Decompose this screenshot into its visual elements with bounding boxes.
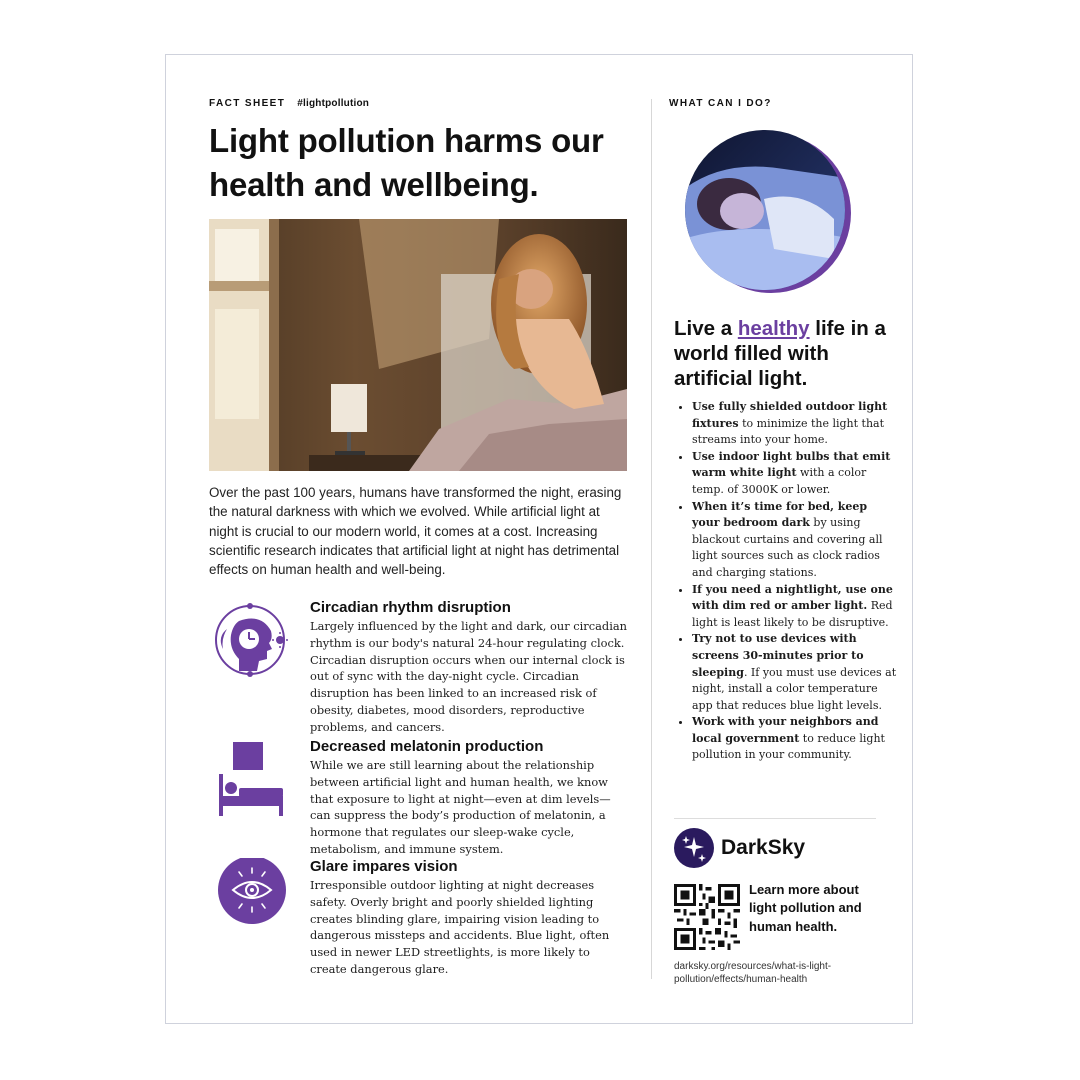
feature-title: Glare impares vision: [310, 858, 458, 875]
hero-photo: [209, 219, 627, 471]
tip-text: . If you must use devices at night, install a color temperature app that reduces blue light levels.: [692, 665, 897, 712]
page-title: Light pollution harms our health and wellbeing.: [209, 122, 604, 203]
tip-bold: When it’s time for bed, keep your bedroom dark: [692, 499, 868, 530]
tips-list: [674, 399, 898, 764]
tip-text: to minimize the light that streams into your home.: [692, 416, 885, 447]
feature-title: Circadian rhythm disruption: [310, 599, 511, 616]
heading-post: life in a world filled with artificial light.: [674, 317, 886, 390]
fact-sheet-label: FACT SHEET: [209, 98, 286, 109]
eye-glare-icon: [209, 858, 291, 940]
qr-code[interactable]: [674, 884, 740, 950]
tip-text: to reduce light pollution in your community.: [692, 731, 885, 762]
list-item: [692, 631, 898, 714]
tip-bold: Use indoor light bulbs that emit warm white light: [692, 449, 891, 480]
bed-moon-icon: [209, 738, 291, 820]
intro-paragraph: Over the past 100 years, humans have transformed the night, erasing the natural darkness with which we evolved. While artificial light at night is crucial to our modern world, it comes at a cost. Increasing scientific research indicates that artificial light at night has detrimental effects on human health and well-being.: [209, 485, 622, 578]
feature-body: Largely influenced by the light and dark, our circadian rhythm is our body's natural 24-hour regulating clock. Circadian disruption occurs when our internal clock is out of sync with the day-night cycle. Circadian disruption has been linked to an increased risk of obesity, diabetes, mood disorders, reproductive problems, and cancers.: [310, 619, 627, 734]
list-item: [692, 499, 898, 582]
darksky-logo[interactable]: [674, 828, 805, 868]
tip-text: Red light is least likely to be disruptive.: [692, 599, 893, 629]
feature-body: Irresponsible outdoor lighting at night decreases safety. Overly bright and poorly shielded lighting creates blinding glare, impairing vision leading to dangerous missteps and accidents. Blue light, often used in newer LED streetlights, is more likely to create dangerous glare.: [310, 878, 610, 976]
list-item: [692, 714, 898, 764]
feature-title: Decreased melatonin production: [310, 738, 544, 755]
tip-text: by using blackout curtains and covering all light sources such as clock radios and charging stations.: [692, 516, 883, 579]
darksky-star-icon: [674, 828, 714, 868]
sidebar-heading: [674, 316, 889, 391]
learn-more-text: Learn more about light pollution and human health.: [749, 882, 862, 934]
brand-name: DarkSky: [721, 836, 806, 859]
tip-bold: If you need a nightlight, use one with dim red or amber light.: [692, 582, 893, 613]
column-divider: [651, 99, 652, 979]
list-item: [692, 449, 898, 499]
eyebrow: [209, 98, 369, 109]
tip-bold: Use fully shielded outdoor light fixtures: [692, 400, 888, 430]
tip-bold: Try not to use devices with screens 30-minutes prior to sleeping: [692, 632, 864, 679]
heading-pre: Live a: [674, 317, 738, 340]
sidebar-label: WHAT CAN I DO?: [669, 98, 772, 109]
sleeping-woman-photo: [684, 129, 854, 295]
list-item: [692, 399, 898, 449]
hashtag-link[interactable]: #lightpollution: [297, 98, 370, 109]
tip-text: with a color temp. of 3000K or lower.: [692, 466, 867, 496]
feature-body: While we are still learning about the relationship between artificial light and human health, we know that exposure to light at night—even at dim levels—can suppress the body’s production of melatonin, a hormone that regulates our sleep-wake cycle, metabolism, and immune system.: [310, 758, 611, 856]
circadian-head-clock-icon: [209, 599, 291, 681]
fact-sheet-page: [165, 54, 913, 1024]
list-item: [692, 582, 898, 632]
sidebar-divider: [674, 818, 876, 819]
tip-bold: Work with your neighbors and local government: [692, 715, 879, 745]
heading-highlight: healthy: [737, 317, 810, 340]
resource-url-link[interactable]: darksky.org/resources/what-is-light-pollution/effects/human-health: [674, 961, 832, 985]
